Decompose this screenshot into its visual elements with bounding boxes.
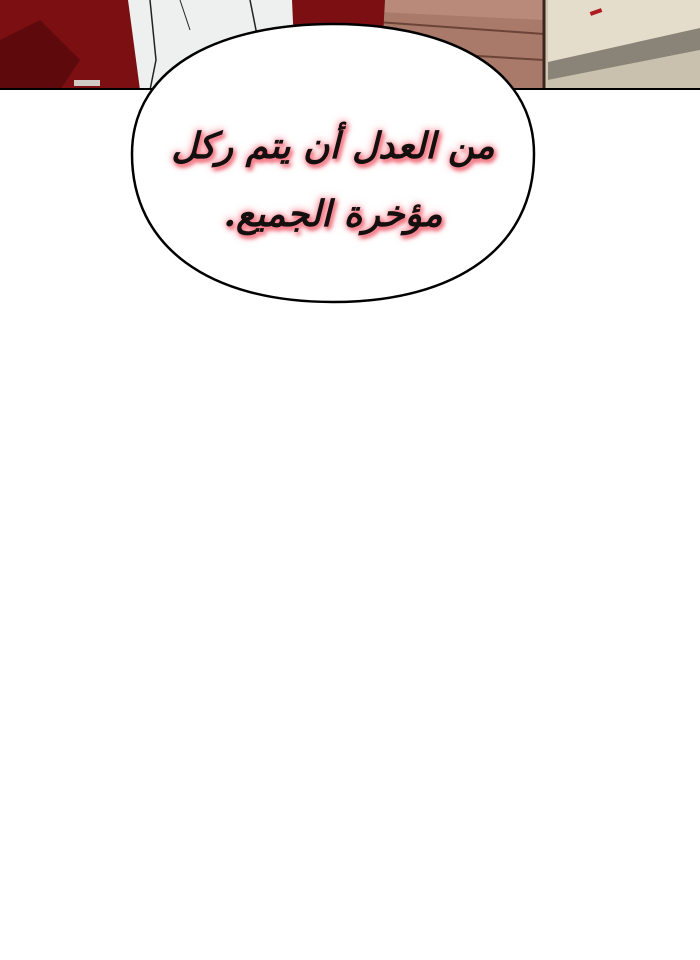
speech-line-2: مؤخرة الجميع. xyxy=(223,193,443,235)
speech-bubble-text xyxy=(148,112,518,248)
speech-line-1: من العدل أن يتم ركل xyxy=(171,125,495,167)
speech-bubble xyxy=(128,22,538,304)
